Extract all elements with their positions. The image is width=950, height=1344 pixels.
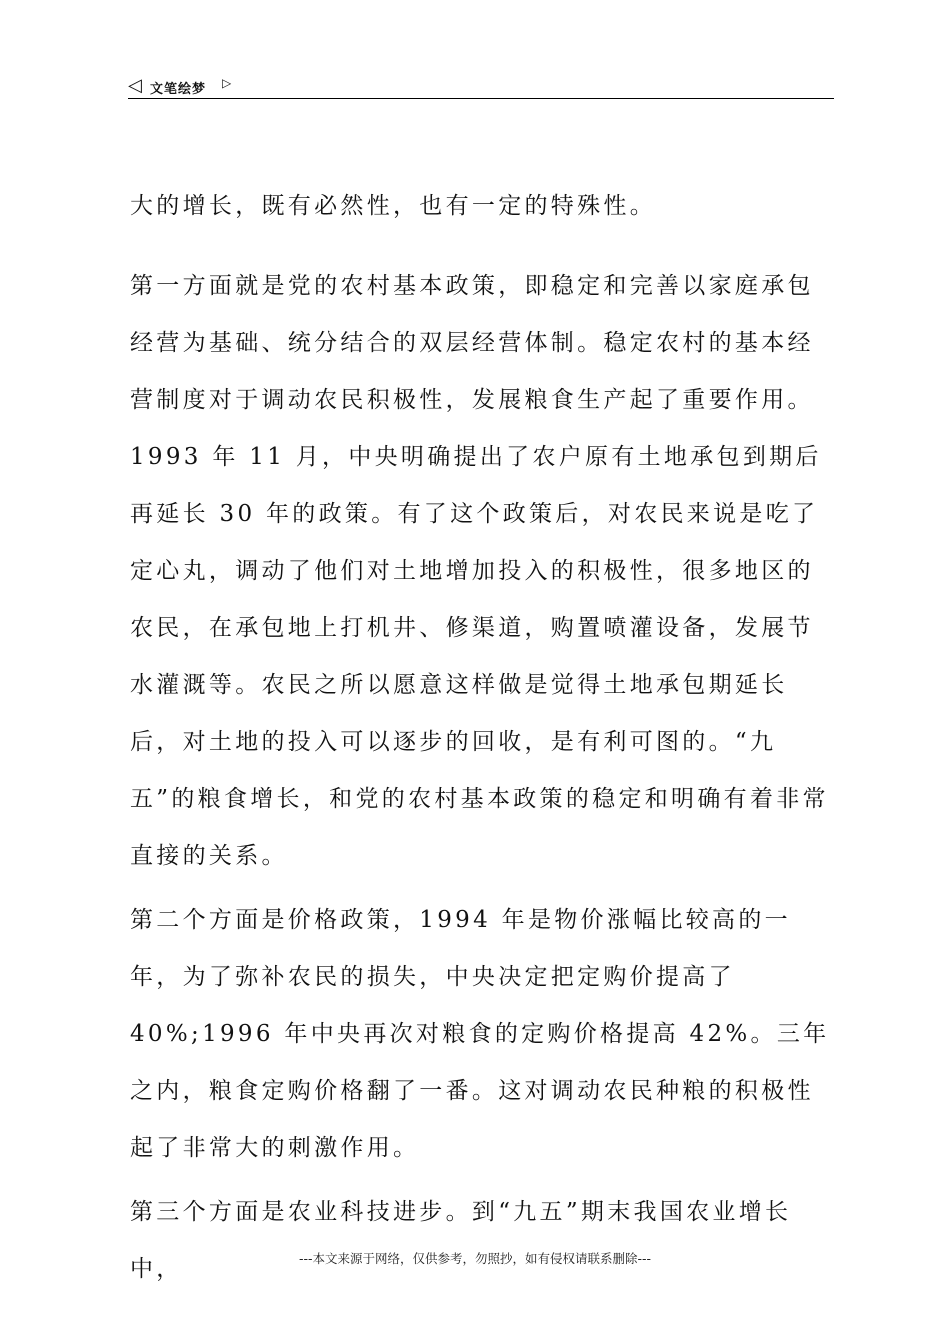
header-brand: 文笔绘梦 [150, 82, 207, 97]
paragraph-third-aspect: 第三个方面是农业科技进步。到“九五”期末我国农业增长中， [130, 1199, 792, 1282]
triangle-right-icon: ▷ [222, 76, 232, 90]
page-footer-disclaimer: ---本文来源于网络，仅供参考，勿照抄，如有侵权请联系删除--- [298, 1251, 652, 1266]
document-body [130, 190, 834, 1305]
triangle-left-icon: ◁ [128, 75, 142, 96]
paragraph-continuation: 大的增长，既有必然性，也有一定的特殊性。 [130, 193, 656, 219]
page-header [128, 72, 834, 99]
paragraph-second-aspect: 第二个方面是价格政策，1994 年是物价涨幅比较高的一年，为了弥补农民的损失，中央决定把定购价提高了 40%;1996 年中央再次对粮食的定购价格提高 42%。三年之内，粮食定购价格翻了一番。这对调动农民种粮的积极性起了非常大的刺激作用。 [130, 907, 830, 1161]
paragraph-first-aspect: 第一方面就是党的农村基本政策，即稳定和完善以家庭承包经营为基础、统分结合的双层经营体制。稳定农村的基本经营制度对于调动农民积极性，发展粮食生产起了重要作用。1993 年 11 月，中央明确提出了农户原有土地承包到期后再延长 30 年的政策。有了这个政策后，对农民来说是吃了定心丸，调动了他们对土地增加投入的积极性，很多地区的农民，在承包地上打机井、修渠道，购置喷灌设备，发展节水灌溉等。农民之所以愿意这样做是觉得土地承包期延长后，对土地的投入可以逐步的回收，是有利可图的。“九五”的粮食增长，和党的农村基本政策的稳定和明确有着非常直接的关系。 [130, 273, 829, 869]
